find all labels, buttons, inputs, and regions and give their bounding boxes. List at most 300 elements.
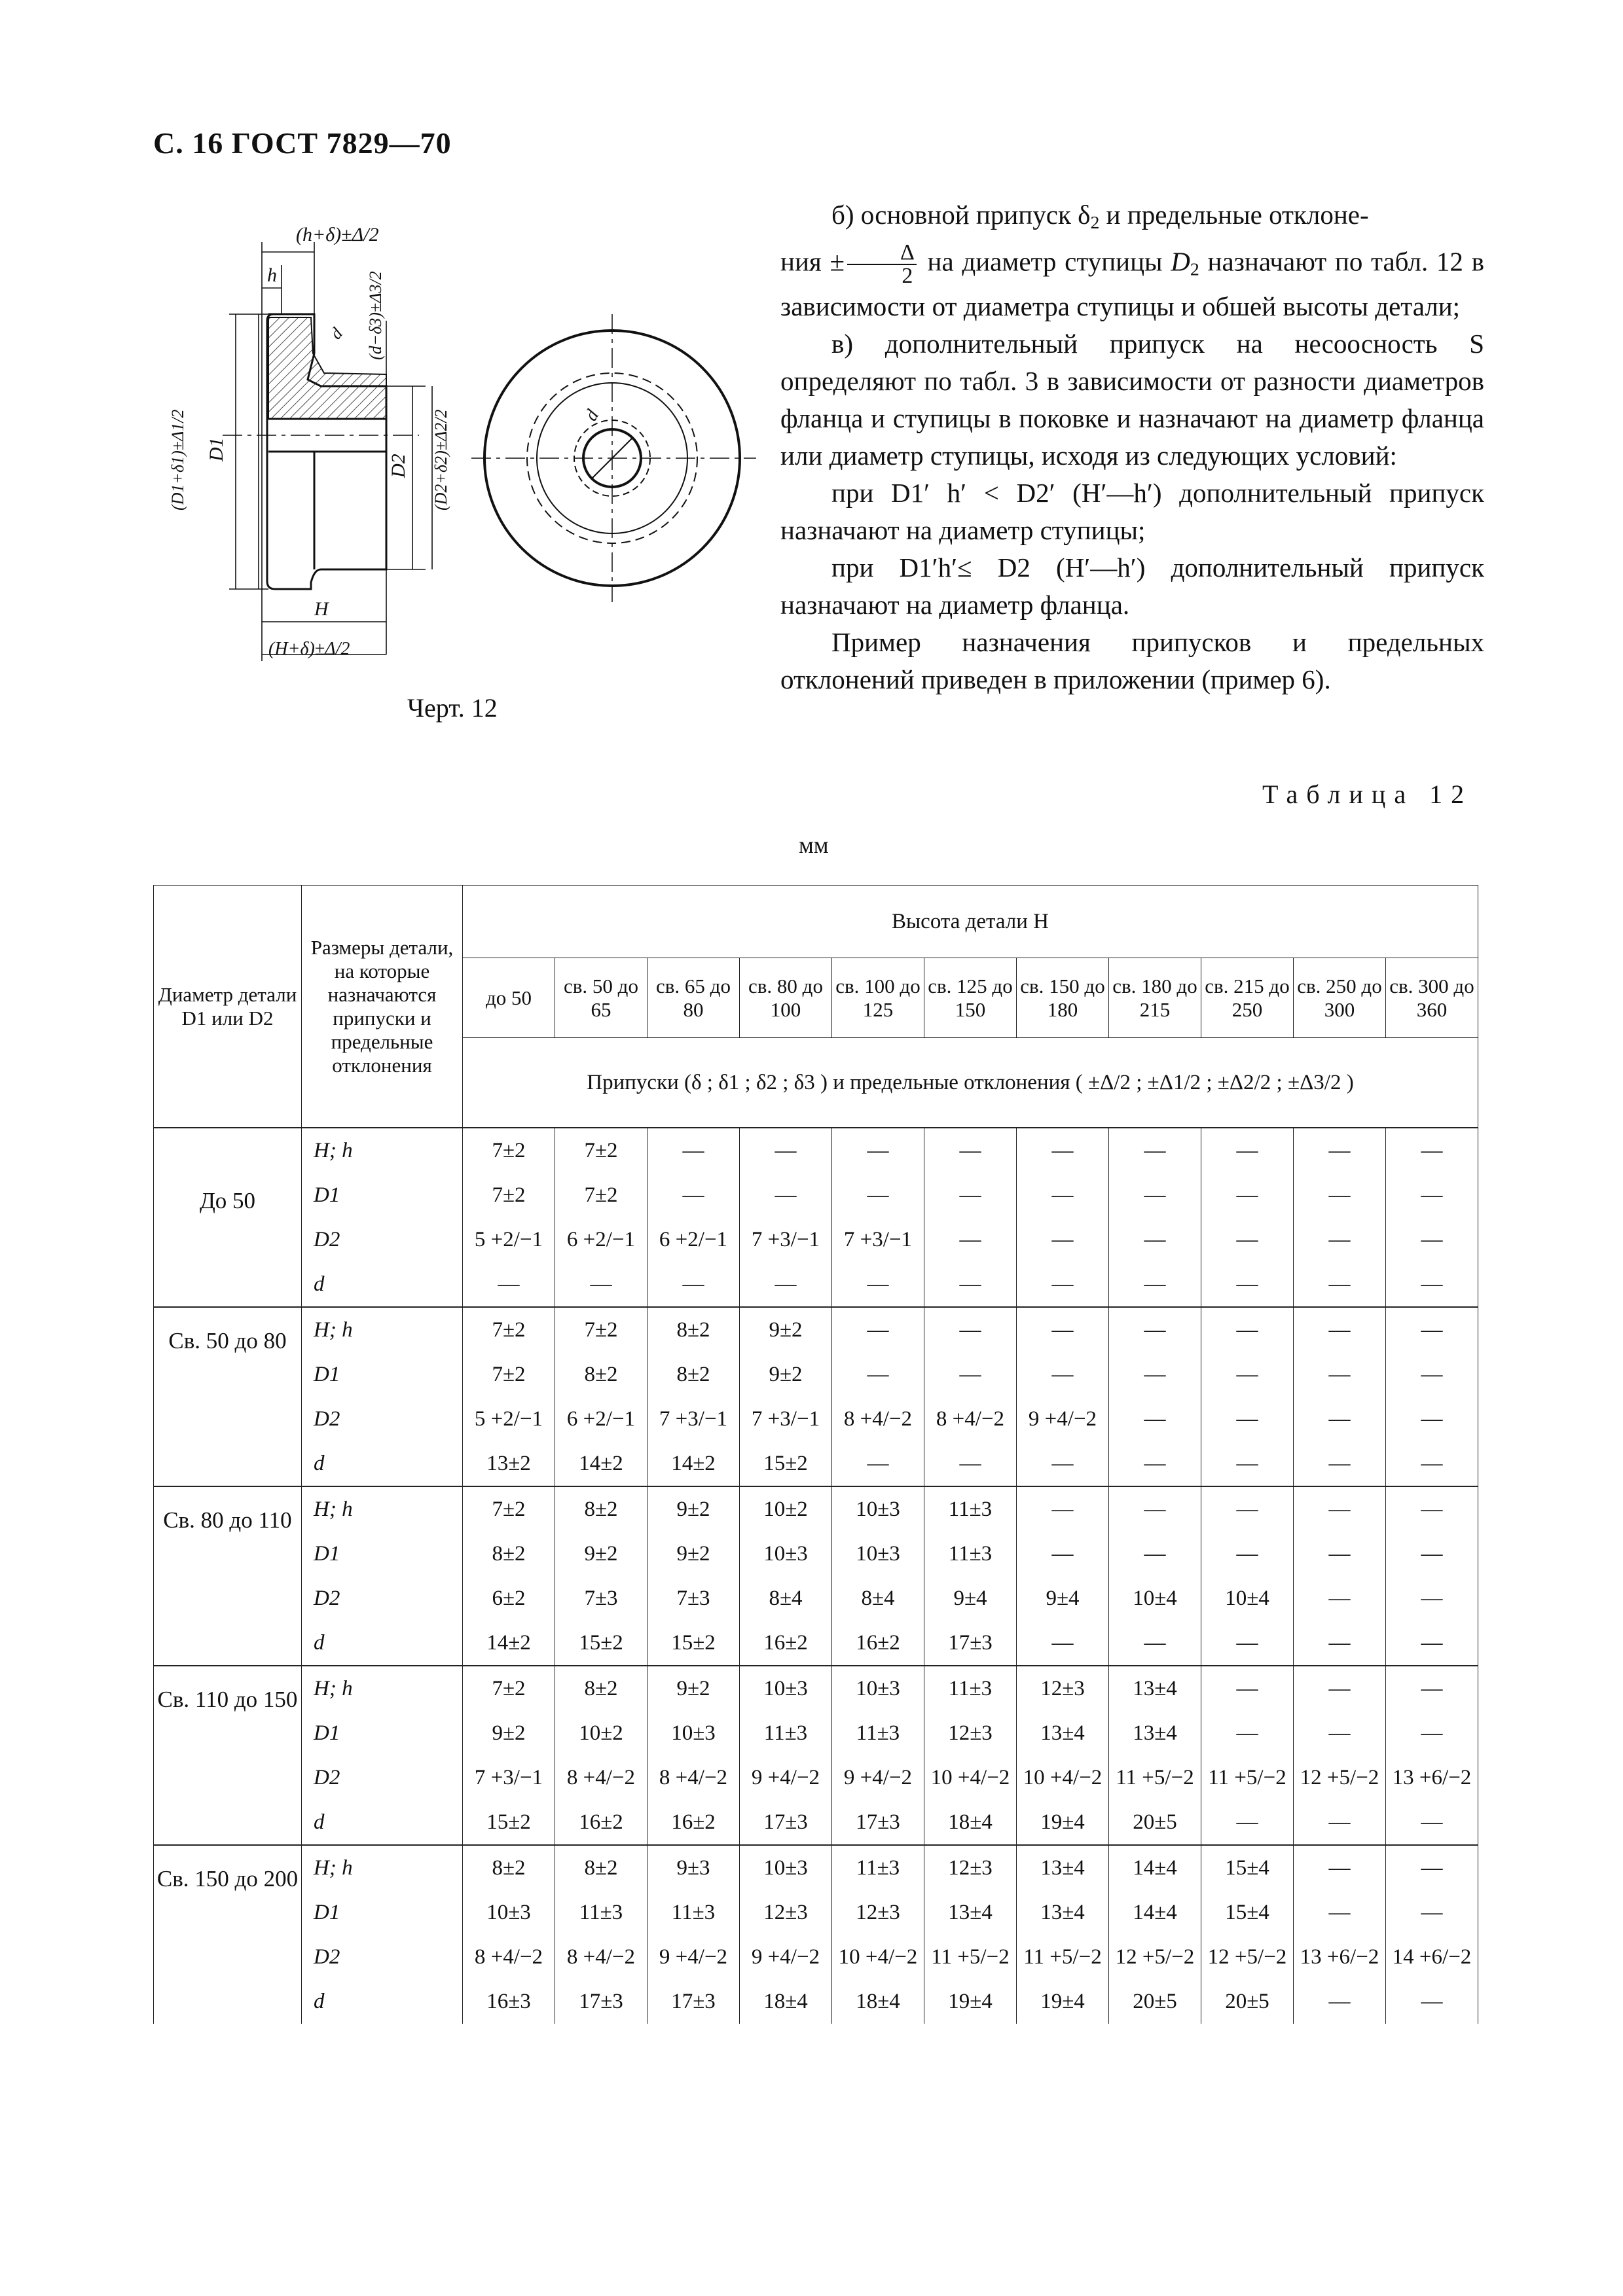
paragraph-b: б) основной припуск $\delta_2$ и предельные отклоне- ния ± $\frac{\Delta}{2}$ на диаметр ступицы $D_2$ назначают по табл. 12 в зависимости от диаметра ступицы и обшей высоты детали;: [780, 200, 1484, 322]
value-cell: —: [1017, 1128, 1109, 1173]
value-cell: —: [1109, 1532, 1201, 1576]
value-cell: 8±2: [555, 1845, 647, 1890]
value-cell: 12 +5/−2: [1294, 1755, 1386, 1800]
value-cell: 10±3: [740, 1845, 832, 1890]
value-cell: —: [1294, 1666, 1386, 1711]
label-D2: D2: [388, 454, 409, 478]
value-cell: —: [1201, 1128, 1294, 1173]
value-cell: —: [1201, 1486, 1294, 1532]
value-cell: —: [1017, 1352, 1109, 1397]
range-header: св. 180 до 215: [1109, 958, 1201, 1038]
range-header: св. 150 до 180: [1017, 958, 1109, 1038]
value-cell: —: [1386, 1711, 1478, 1755]
table-row: [154, 1397, 1478, 1441]
value-cell: —: [1201, 1217, 1294, 1262]
value-cell: —: [1294, 1173, 1386, 1217]
label-D2-dim: (D2+δ2)±Δ2/2: [431, 409, 450, 511]
value-cell: 8±2: [647, 1352, 740, 1397]
value-cell: —: [832, 1173, 924, 1217]
table-row: [154, 1217, 1478, 1262]
value-cell: 17±3: [555, 1979, 647, 2024]
table-row: [154, 1845, 1478, 1890]
value-cell: 10±3: [647, 1711, 740, 1755]
value-cell: —: [1109, 1217, 1201, 1262]
value-cell: —: [1294, 1979, 1386, 2024]
value-cell: —: [1017, 1532, 1109, 1576]
diameter-cell: До 50: [154, 1128, 302, 1307]
paragraph-example: Пример назначения припусков и предельных отклонений приведен в приложении (пример 6).: [780, 627, 1484, 695]
value-cell: —: [1109, 1397, 1201, 1441]
value-cell: 9 +4/−2: [740, 1935, 832, 1979]
label-h: h: [267, 264, 277, 286]
size-cell: H; h: [302, 1307, 463, 1352]
value-cell: —: [1294, 1217, 1386, 1262]
range-header: св. 300 до 360: [1386, 958, 1478, 1038]
value-cell: 20±5: [1109, 1979, 1201, 2024]
value-cell: 19±4: [924, 1979, 1017, 2024]
value-cell: 11±3: [740, 1711, 832, 1755]
table-row: [154, 1576, 1478, 1621]
table-row: [154, 1890, 1478, 1935]
value-cell: —: [1294, 1397, 1386, 1441]
value-cell: —: [1109, 1486, 1201, 1532]
value-cell: 9±2: [555, 1532, 647, 1576]
value-cell: 10 +4/−2: [832, 1935, 924, 1979]
value-cell: 6±2: [463, 1576, 555, 1621]
range-header: св. 80 до 100: [740, 958, 832, 1038]
value-cell: —: [1386, 1532, 1478, 1576]
value-cell: 10±4: [1109, 1576, 1201, 1621]
value-cell: 9 +4/−2: [832, 1755, 924, 1800]
label-H: H: [314, 598, 329, 620]
value-cell: —: [832, 1441, 924, 1486]
value-cell: —: [1109, 1262, 1201, 1307]
value-cell: 9±4: [924, 1576, 1017, 1621]
front-view: [471, 314, 756, 602]
value-cell: 9 +4/−2: [740, 1755, 832, 1800]
size-cell: d: [302, 1441, 463, 1486]
paragraph-cond1: при D1′ h′ < D2′ (H′—h′) дополнительный припуск назначают на диаметр ступицы;: [780, 478, 1484, 546]
section-view: [223, 314, 419, 589]
value-cell: —: [1294, 1711, 1386, 1755]
size-cell: H; h: [302, 1128, 463, 1173]
value-cell: —: [1386, 1262, 1478, 1307]
value-cell: —: [1386, 1845, 1478, 1890]
value-cell: 19±4: [1017, 1800, 1109, 1845]
value-cell: 14 +6/−2: [1386, 1935, 1478, 1979]
value-cell: —: [740, 1128, 832, 1173]
value-cell: 7 +3/−1: [832, 1217, 924, 1262]
value-cell: 18±4: [832, 1979, 924, 2024]
table-row: [154, 1755, 1478, 1800]
value-cell: 11 +5/−2: [1201, 1755, 1294, 1800]
value-cell: 7 +3/−1: [647, 1397, 740, 1441]
value-cell: 11±3: [924, 1486, 1017, 1532]
value-cell: —: [740, 1173, 832, 1217]
value-cell: 10±3: [832, 1666, 924, 1711]
value-cell: —: [1294, 1532, 1386, 1576]
table-row: [154, 1532, 1478, 1576]
label-circle-d: d: [581, 406, 604, 425]
value-cell: 13±4: [924, 1890, 1017, 1935]
value-cell: 8±2: [555, 1486, 647, 1532]
size-cell: d: [302, 1262, 463, 1307]
value-cell: —: [463, 1262, 555, 1307]
allowance-table: [153, 885, 1478, 2024]
value-cell: 11±3: [647, 1890, 740, 1935]
value-cell: 7±3: [555, 1576, 647, 1621]
value-cell: —: [1017, 1307, 1109, 1352]
value-cell: 10 +4/−2: [1017, 1755, 1109, 1800]
value-cell: 18±4: [924, 1800, 1017, 1845]
value-cell: 17±3: [924, 1621, 1017, 1666]
value-cell: —: [1294, 1486, 1386, 1532]
value-cell: —: [1109, 1441, 1201, 1486]
value-cell: —: [1201, 1397, 1294, 1441]
value-cell: 15±4: [1201, 1845, 1294, 1890]
value-cell: —: [1386, 1352, 1478, 1397]
value-cell: —: [1294, 1621, 1386, 1666]
value-cell: —: [1201, 1173, 1294, 1217]
value-cell: —: [1386, 1397, 1478, 1441]
value-cell: 13±4: [1017, 1711, 1109, 1755]
value-cell: —: [1109, 1307, 1201, 1352]
value-cell: —: [1109, 1352, 1201, 1397]
value-cell: —: [1017, 1621, 1109, 1666]
value-cell: 11±3: [832, 1845, 924, 1890]
table-row: [154, 1666, 1478, 1711]
value-cell: 7±2: [463, 1666, 555, 1711]
value-cell: 9±2: [647, 1532, 740, 1576]
value-cell: —: [1017, 1262, 1109, 1307]
value-cell: —: [924, 1128, 1017, 1173]
value-cell: 8 +4/−2: [647, 1755, 740, 1800]
value-cell: —: [832, 1262, 924, 1307]
value-cell: 12±3: [740, 1890, 832, 1935]
range-header: св. 100 до 125: [832, 958, 924, 1038]
value-cell: —: [1386, 1576, 1478, 1621]
value-cell: 11±3: [832, 1711, 924, 1755]
value-cell: 9±2: [463, 1711, 555, 1755]
value-cell: —: [1386, 1890, 1478, 1935]
value-cell: 15±4: [1201, 1890, 1294, 1935]
value-cell: —: [1386, 1217, 1478, 1262]
diameter-cell: Св. 80 до 110: [154, 1486, 302, 1666]
value-cell: —: [1201, 1621, 1294, 1666]
value-cell: —: [1201, 1262, 1294, 1307]
value-cell: 16±2: [647, 1800, 740, 1845]
value-cell: 8±2: [555, 1352, 647, 1397]
label-D1: D1: [206, 437, 227, 461]
col-size-header: Размеры детали, на которые назначаются припуски и предельные отклонения: [302, 886, 463, 1128]
table-title: Таблица 12: [1262, 780, 1473, 809]
size-cell: D1: [302, 1532, 463, 1576]
value-cell: 8 +4/−2: [463, 1935, 555, 1979]
value-cell: 8 +4/−2: [924, 1397, 1017, 1441]
value-cell: —: [924, 1352, 1017, 1397]
value-cell: 7 +3/−1: [463, 1755, 555, 1800]
value-cell: 9±4: [1017, 1576, 1109, 1621]
value-cell: —: [1109, 1173, 1201, 1217]
value-cell: —: [1294, 1128, 1386, 1173]
value-cell: —: [1201, 1532, 1294, 1576]
value-cell: 9 +4/−2: [647, 1935, 740, 1979]
delta-fraction: $\frac{\Delta}{2}$: [847, 242, 917, 287]
value-cell: 16±2: [555, 1800, 647, 1845]
size-cell: D2: [302, 1935, 463, 1979]
size-cell: D1: [302, 1173, 463, 1217]
value-cell: 11 +5/−2: [1109, 1755, 1201, 1800]
value-cell: 10±3: [832, 1486, 924, 1532]
value-cell: —: [924, 1217, 1017, 1262]
value-cell: 7±2: [555, 1173, 647, 1217]
table-row: [154, 1800, 1478, 1845]
value-cell: —: [1109, 1621, 1201, 1666]
page-header: С. 16 ГОСТ 7829—70: [153, 126, 452, 160]
value-cell: 17±3: [740, 1800, 832, 1845]
value-cell: 9±2: [647, 1666, 740, 1711]
value-cell: 12 +5/−2: [1109, 1935, 1201, 1979]
value-cell: 6 +2/−1: [647, 1217, 740, 1262]
value-cell: 8±2: [463, 1532, 555, 1576]
value-cell: —: [1386, 1979, 1478, 2024]
value-cell: 10±3: [740, 1532, 832, 1576]
value-cell: 8 +4/−2: [832, 1397, 924, 1441]
value-cell: 8±4: [740, 1576, 832, 1621]
value-cell: 8±2: [463, 1845, 555, 1890]
range-header: до 50: [463, 958, 555, 1038]
size-cell: d: [302, 1800, 463, 1845]
value-cell: —: [647, 1128, 740, 1173]
value-cell: —: [1386, 1621, 1478, 1666]
value-cell: —: [1109, 1128, 1201, 1173]
table-row: [154, 1711, 1478, 1755]
value-cell: 10±2: [555, 1711, 647, 1755]
value-cell: —: [1294, 1576, 1386, 1621]
size-cell: D1: [302, 1711, 463, 1755]
value-cell: 7 +3/−1: [740, 1397, 832, 1441]
value-cell: 11±3: [924, 1532, 1017, 1576]
value-cell: 20±5: [1109, 1800, 1201, 1845]
value-cell: —: [647, 1262, 740, 1307]
value-cell: —: [1201, 1800, 1294, 1845]
body-text: [780, 196, 1484, 698]
value-cell: 12±3: [1017, 1666, 1109, 1711]
diameter-cell: Св. 50 до 80: [154, 1307, 302, 1486]
value-cell: —: [1017, 1486, 1109, 1532]
value-cell: 12±3: [832, 1890, 924, 1935]
value-cell: —: [1201, 1441, 1294, 1486]
value-cell: 17±3: [647, 1979, 740, 2024]
value-cell: 10±3: [740, 1666, 832, 1711]
size-cell: D2: [302, 1576, 463, 1621]
value-cell: —: [1386, 1486, 1478, 1532]
range-header: св. 65 до 80: [647, 958, 740, 1038]
value-cell: 7±2: [463, 1173, 555, 1217]
value-cell: 17±3: [832, 1800, 924, 1845]
height-header: Высота детали H: [463, 886, 1478, 958]
value-cell: 11±3: [555, 1890, 647, 1935]
value-cell: —: [740, 1262, 832, 1307]
value-cell: —: [1294, 1262, 1386, 1307]
table-row: [154, 1352, 1478, 1397]
value-cell: 7±2: [463, 1352, 555, 1397]
value-cell: 7±2: [463, 1307, 555, 1352]
label-bottom-dim: (H+δ)±Δ/2: [268, 639, 350, 659]
diameter-cell: Св. 150 до 200: [154, 1845, 302, 2024]
value-cell: —: [832, 1352, 924, 1397]
value-cell: 9±2: [740, 1352, 832, 1397]
value-cell: —: [924, 1307, 1017, 1352]
value-cell: 14±2: [647, 1441, 740, 1486]
label-top-dim: (h+δ)±Δ/2: [296, 224, 379, 245]
label-d: d: [326, 324, 346, 343]
value-cell: 14±2: [463, 1621, 555, 1666]
value-cell: 10±4: [1201, 1576, 1294, 1621]
figure-caption: Черт. 12: [407, 693, 498, 723]
value-cell: —: [1294, 1845, 1386, 1890]
value-cell: 12±3: [924, 1845, 1017, 1890]
value-cell: 13±4: [1109, 1666, 1201, 1711]
value-cell: 8±2: [555, 1666, 647, 1711]
value-cell: —: [832, 1128, 924, 1173]
value-cell: 10±2: [740, 1486, 832, 1532]
value-cell: 12 +5/−2: [1201, 1935, 1294, 1979]
value-cell: —: [1386, 1441, 1478, 1486]
value-cell: —: [1294, 1441, 1386, 1486]
value-cell: 15±2: [555, 1621, 647, 1666]
value-cell: 7±2: [463, 1128, 555, 1173]
value-cell: —: [1201, 1666, 1294, 1711]
label-D1-dim: (D1+δ1)±Δ1/2: [168, 409, 187, 511]
value-cell: 8 +4/−2: [555, 1755, 647, 1800]
value-cell: 14±2: [555, 1441, 647, 1486]
table-row: [154, 1935, 1478, 1979]
value-cell: 7±2: [555, 1128, 647, 1173]
value-cell: —: [1386, 1173, 1478, 1217]
table-row: [154, 1173, 1478, 1217]
subheader: Припуски (δ ; δ1 ; δ2 ; δ3 ) и предельные отклонения ( ±Δ/2 ; ±Δ1/2 ; ±Δ2/2 ; ±Δ3/2 ): [463, 1038, 1478, 1128]
table-row: [154, 1441, 1478, 1486]
size-cell: H; h: [302, 1845, 463, 1890]
value-cell: —: [1294, 1800, 1386, 1845]
size-cell: H; h: [302, 1486, 463, 1532]
value-cell: —: [1386, 1666, 1478, 1711]
value-cell: 5 +2/−1: [463, 1397, 555, 1441]
range-header: св. 125 до 150: [924, 958, 1017, 1038]
diameter-cell: Св. 110 до 150: [154, 1666, 302, 1845]
value-cell: 6 +2/−1: [555, 1217, 647, 1262]
value-cell: —: [1201, 1307, 1294, 1352]
table-row: [154, 1128, 1478, 1173]
value-cell: 7 +3/−1: [740, 1217, 832, 1262]
range-header: св. 50 до 65: [555, 958, 647, 1038]
size-cell: D2: [302, 1755, 463, 1800]
value-cell: 10±3: [832, 1532, 924, 1576]
table-row: [154, 1307, 1478, 1352]
value-cell: —: [1386, 1307, 1478, 1352]
paragraph-v: в) дополнительный припуск на несоосность S определяют по табл. 3 в зависимости от разности диаметров фланца и ступицы в поковке и назначают на диаметр фланца или диаметр ступицы, исходя из следующих условий:: [780, 329, 1484, 471]
value-cell: —: [924, 1262, 1017, 1307]
value-cell: 13 +6/−2: [1294, 1935, 1386, 1979]
value-cell: 12±3: [924, 1711, 1017, 1755]
size-cell: D1: [302, 1352, 463, 1397]
label-hub-dim: (d−δ3)±Δ3/2: [366, 271, 385, 360]
value-cell: —: [924, 1441, 1017, 1486]
value-cell: 15±2: [463, 1800, 555, 1845]
value-cell: —: [1017, 1441, 1109, 1486]
table-row: [154, 1979, 1478, 2024]
range-header: св. 215 до 250: [1201, 958, 1294, 1038]
value-cell: —: [1201, 1711, 1294, 1755]
size-cell: H; h: [302, 1666, 463, 1711]
value-cell: —: [1386, 1800, 1478, 1845]
value-cell: —: [1294, 1890, 1386, 1935]
range-header: св. 250 до 300: [1294, 958, 1386, 1038]
value-cell: 19±4: [1017, 1979, 1109, 2024]
value-cell: —: [555, 1262, 647, 1307]
paragraph-cond2: при D1′h′≤ D2 (H′—h′) дополнительный припуск назначают на диаметр фланца.: [780, 552, 1484, 620]
value-cell: —: [924, 1173, 1017, 1217]
value-cell: 7±3: [647, 1576, 740, 1621]
value-cell: 9±2: [740, 1307, 832, 1352]
value-cell: —: [1017, 1173, 1109, 1217]
value-cell: 15±2: [647, 1621, 740, 1666]
value-cell: 14±4: [1109, 1845, 1201, 1890]
value-cell: —: [1017, 1217, 1109, 1262]
value-cell: 13±2: [463, 1441, 555, 1486]
value-cell: 14±4: [1109, 1890, 1201, 1935]
value-cell: 11 +5/−2: [924, 1935, 1017, 1979]
value-cell: 7±2: [555, 1307, 647, 1352]
value-cell: 13±4: [1017, 1890, 1109, 1935]
value-cell: 16±2: [740, 1621, 832, 1666]
value-cell: 8±2: [647, 1307, 740, 1352]
value-cell: 9±2: [647, 1486, 740, 1532]
value-cell: —: [1201, 1352, 1294, 1397]
value-cell: 20±5: [1201, 1979, 1294, 2024]
value-cell: 13±4: [1109, 1711, 1201, 1755]
size-cell: D2: [302, 1397, 463, 1441]
table-row: [154, 1262, 1478, 1307]
value-cell: 8 +4/−2: [555, 1935, 647, 1979]
table-row: [154, 1486, 1478, 1532]
value-cell: —: [1294, 1307, 1386, 1352]
size-cell: D1: [302, 1890, 463, 1935]
value-cell: 10 +4/−2: [924, 1755, 1017, 1800]
value-cell: 18±4: [740, 1979, 832, 2024]
value-cell: 11±3: [924, 1666, 1017, 1711]
value-cell: 6 +2/−1: [555, 1397, 647, 1441]
value-cell: 8±4: [832, 1576, 924, 1621]
value-cell: —: [1386, 1128, 1478, 1173]
value-cell: 9 +4/−2: [1017, 1397, 1109, 1441]
value-cell: 5 +2/−1: [463, 1217, 555, 1262]
units-label: мм: [799, 832, 829, 858]
value-cell: 13±4: [1017, 1845, 1109, 1890]
value-cell: 7±2: [463, 1486, 555, 1532]
size-cell: D2: [302, 1217, 463, 1262]
value-cell: 9±3: [647, 1845, 740, 1890]
col-diameter-header: Диаметр детали D1 или D2: [154, 886, 302, 1128]
size-cell: d: [302, 1979, 463, 2024]
value-cell: —: [647, 1173, 740, 1217]
table-row: [154, 1621, 1478, 1666]
size-cell: d: [302, 1621, 463, 1666]
technical-drawing: [144, 203, 759, 740]
value-cell: —: [832, 1307, 924, 1352]
value-cell: 11 +5/−2: [1017, 1935, 1109, 1979]
